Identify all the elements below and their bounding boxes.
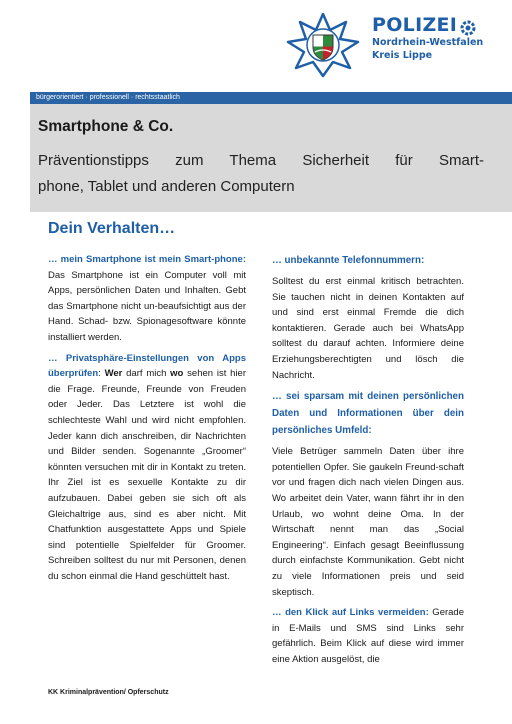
- paragraph-text: Gerade in E-Mails und SMS sind Links sehr gefährlich. Beim Klick auf diese wird immer eine Aktion ausgelöst, die: [272, 607, 464, 665]
- paragraph-text: Das Smartphone ist ein Computer voll mit Apps, persönlichen Daten und Inhalten. Gebt das Smartphone nicht un-beaufsichtigt aus der Hand. Schad- bzw. Spionagesoftware könnte installiert werden.: [48, 269, 246, 343]
- gear-icon: [458, 18, 478, 38]
- right-column: [272, 252, 464, 667]
- paragraph-lead-phone-numbers: … unbekannte Telefonnummern:: [272, 255, 425, 266]
- paragraph-lead: … den Klick auf Links vermeiden:: [272, 607, 429, 619]
- paragraph-phone-numbers: Solltest du erst einmal kritisch betrachten. Sie tauchen nicht in deinen Kontakten auf und sind erst einmal Fremde die dich kontaktieren. Gerade auch bei WhatsApp solltest du darauf achten. Informiere deine Erziehungsberechtigten und lösch die Nachricht.: [272, 276, 464, 381]
- paragraph-links: [272, 605, 464, 667]
- paragraph-smartphone: [48, 252, 246, 346]
- emphasis-wer: Wer: [104, 368, 123, 380]
- document-title: Smartphone & Co.: [38, 118, 174, 135]
- tagline-bar: [30, 92, 512, 104]
- paragraph-lead: … Privatsphäre-Einstellungen von Apps überprüfen: [48, 352, 246, 380]
- paragraph-text-mid: darf mich: [122, 368, 171, 380]
- subtitle-line-1: Präventionstipps zum Thema Sicherheit für Smart-: [38, 152, 484, 169]
- left-column: [48, 252, 246, 584]
- section-heading: Dein Verhalten…: [48, 220, 176, 237]
- paragraph-lead-personal-data: … sei sparsam mit deinen persönlichen Daten und Informationen über dein persönliches Umfeld:: [272, 391, 464, 437]
- paragraph-text: sehen ist hier die Frage. Freunde, Freunde von Freuden oder Jeder. Das Letztere ist wohl die schlechteste Wahl und wird nicht empfohlen. Jeder kann dich anschreiben, dir Nachrichten und Bilder senden. Sogenannte „Groomer“ könnten versuchen mit dir in Kontakt zu treten. Ihr Ziel ist es sexuelle Kontakte zu dir aufzubauen. Dabei geben sie sich oft als Gleichaltrige aus, sind es aber nicht. Mit Chatfunktion ausgestattete Apps und Spiele sind potentielle Spielfelder für Groomer. Schreiben solltest du nur mit Personen, denen du schon einmal die Hand geschüttelt hast.: [48, 368, 246, 582]
- tagline-text: bürgerorientiert · professionell · rechtsstaatlich: [36, 94, 180, 101]
- paragraph-lead: … mein Smartphone ist mein Smart-phone:: [48, 254, 246, 265]
- emphasis-wo: wo: [170, 368, 184, 380]
- logo-district: Kreis Lippe: [372, 50, 433, 61]
- paragraph-privacy-settings: [48, 351, 246, 585]
- paragraph-colon: :: [98, 368, 105, 380]
- document-subtitle: [38, 148, 484, 200]
- footer-department: KK Kriminalprävention/ Opferschutz: [48, 689, 169, 696]
- paragraph-personal-data: Viele Betrüger sammeln Daten über ihre potentiellen Opfer. Sie gaukeln Freund-schaft vor und fragen dich nach vielen Dingen aus. Wo arbeitet dein Vater, wann fährt ihr in den Urlaub, wo wohnt deine Oma. In der Wirtschaft nennt man das „Social Engineering“. Einfach gesagt Beeinflussung durch einfachste Kommunikation. Gebt nicht zu viele Informationen preis und seid skeptisch.: [272, 446, 464, 598]
- logo-state: Nordrhein-Westfalen: [372, 37, 484, 48]
- logo-title: POLIZEI: [372, 14, 458, 36]
- police-star-emblem-icon: [278, 12, 368, 78]
- title-band: [30, 104, 512, 212]
- police-logo: [278, 12, 486, 78]
- subtitle-line-2: phone, Tablet und anderen Computern: [38, 178, 295, 195]
